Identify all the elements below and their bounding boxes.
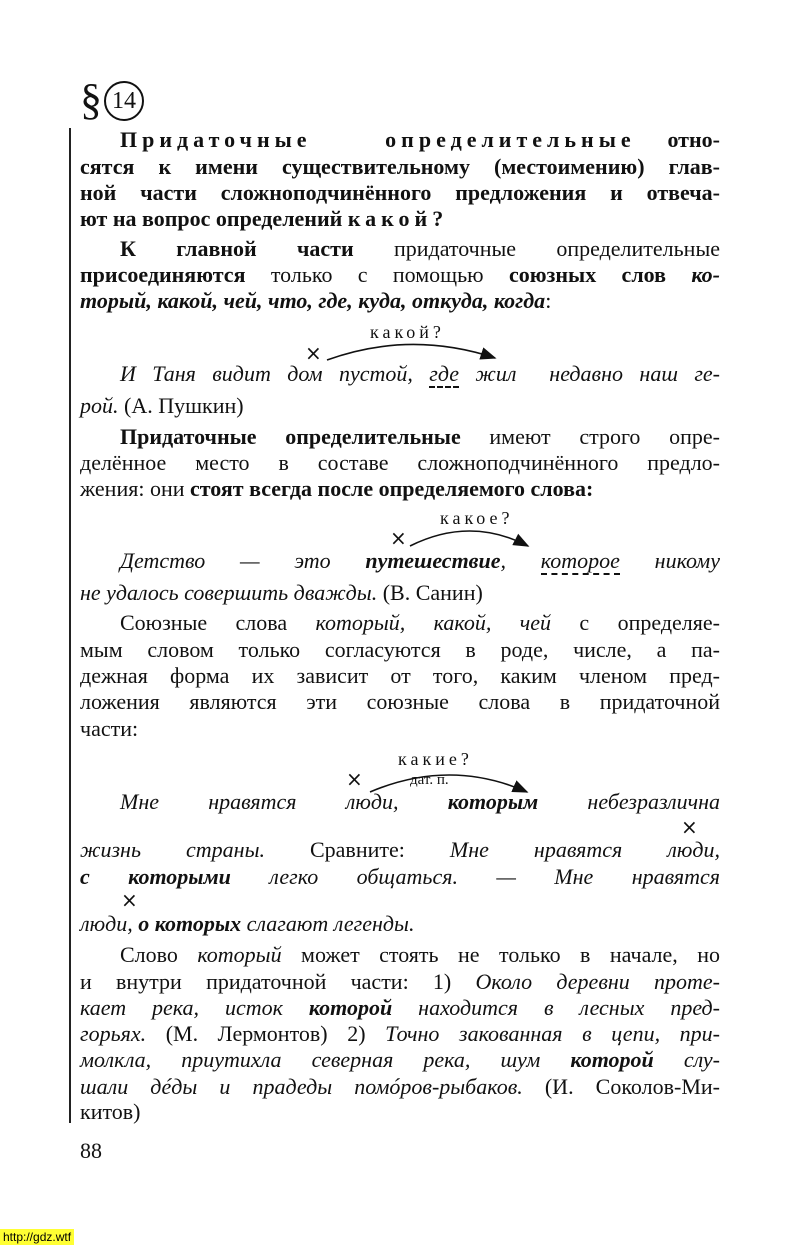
text-segment: путешествие: [365, 548, 501, 573]
text-segment: которой: [570, 1047, 654, 1072]
arrow: [410, 531, 528, 546]
text-segment: которой: [308, 995, 393, 1020]
text-segment: ложения являются эти союзные слова в придаточной: [80, 689, 720, 714]
text-segment: делённое место в составе сложноподчинённого предло-: [80, 450, 720, 475]
text-segment: ной части сложноподчинённого предложения и отвеча-: [80, 180, 720, 205]
text-segment: торый, какой, чей, что, где, куда, откуда, когда: [80, 288, 546, 313]
text-segment: отно-: [635, 127, 720, 152]
text-segment: И Таня видит дом пустой,: [120, 361, 430, 386]
text-segment: слагают легенды.: [241, 911, 415, 936]
text-segment: Около деревни проте-: [475, 969, 720, 994]
text-segment: дежная форма их зависит от того, каким членом пред-: [80, 663, 720, 688]
cross-mark: ×: [681, 815, 698, 839]
text-segment: с которыми: [80, 864, 231, 889]
text-segment: легко общаться. — Мне нравятся: [230, 864, 720, 889]
text-segment: с определяе-: [551, 610, 720, 635]
text-segment: Детство — это: [120, 548, 366, 573]
text-segment: жения: они: [80, 476, 190, 501]
cross-mark: ×: [305, 341, 322, 365]
text-segment: жил недавно наш ге-: [459, 361, 720, 386]
text-segment: (М. Лермонтов) 2): [146, 1021, 386, 1046]
case-label: дат. п.: [410, 772, 449, 788]
text-segment: который: [197, 942, 282, 967]
text-segment: который, какой, чей: [315, 610, 552, 635]
text-segment: (В. Санин): [377, 580, 483, 605]
text-segment: никому: [619, 548, 720, 573]
text-segment: Придаточные определительные: [120, 127, 636, 152]
cross-mark: ×: [121, 888, 138, 912]
text-segment: ко-: [691, 262, 720, 287]
arrow: [370, 775, 527, 792]
question-label: какое?: [440, 508, 514, 528]
text-segment: которым: [447, 789, 539, 814]
text-segment: Придаточные определительные: [120, 424, 461, 449]
text-segment: китов): [80, 1099, 141, 1124]
text-segment: слу-: [653, 1047, 720, 1072]
question-label: какой?: [370, 322, 445, 342]
text-segment: :: [545, 288, 552, 313]
page-number: 88: [80, 1138, 102, 1163]
text-segment: части:: [80, 716, 139, 741]
text-segment: стоят всегда после определяемого слова:: [190, 476, 594, 501]
text-segment: Сравните:: [264, 837, 450, 862]
text-segment: союзных слов: [508, 262, 692, 287]
text-segment: и внутри придаточной части: 1): [80, 969, 476, 994]
text-segment: люди,: [80, 911, 139, 936]
text-segment: Союзные слова: [120, 610, 316, 635]
text-segment: шали дéды и прадеды помóров-рыбаков.: [80, 1074, 523, 1099]
text-segment: Слово: [120, 942, 198, 967]
question-label: какие?: [398, 749, 473, 769]
text-segment: которое: [540, 548, 620, 573]
section-number: 14: [104, 81, 144, 121]
text-segment: молкла, приутихла северная река, шум: [80, 1047, 571, 1072]
text-segment: жизнь страны.: [80, 837, 265, 862]
text-segment: Мне нравятся люди,: [120, 789, 448, 814]
text-segment: какой?: [347, 206, 449, 231]
text-segment: (А. Пушкин): [118, 393, 244, 418]
text-segment: ют на вопрос определений: [80, 206, 348, 231]
cross-mark: ×: [390, 526, 407, 550]
text-segment: Точно закованная в цепи, при-: [385, 1021, 720, 1046]
section-symbol: §: [80, 75, 102, 124]
text-segment: находится в лесных пред-: [392, 995, 720, 1020]
text-segment: придаточные определительные: [353, 236, 720, 261]
text-segment: небезразлична: [538, 789, 720, 814]
text-segment: (И. Соколов-Ми-: [522, 1074, 720, 1099]
text-segment: может стоять не только в начале, но: [281, 942, 721, 967]
text-segment: о которых: [138, 911, 242, 936]
arrow: [327, 344, 495, 360]
text-segment: кает река, исток: [80, 995, 309, 1020]
text-segment: рой.: [80, 393, 119, 418]
text-segment: мым словом только согласуются в роде, числе, а па-: [80, 637, 720, 662]
text-segment: имеют строго опре-: [460, 424, 720, 449]
text-segment: присоединяются: [80, 262, 246, 287]
text-segment: Мне нравятся люди,: [449, 837, 720, 862]
text-segment: ,: [500, 548, 541, 573]
text-segment: где: [429, 361, 460, 386]
watermark-link[interactable]: http://gdz.wtf: [0, 1229, 74, 1245]
text-segment: не удалось совершить дважды.: [80, 580, 378, 605]
text-segment: К главной части: [120, 236, 354, 261]
cross-mark: ×: [346, 767, 363, 791]
text-segment: только с помощью: [245, 262, 509, 287]
text-segment: сятся к имени существительному (местоимению) глав-: [80, 154, 720, 179]
text-segment: горьях.: [80, 1021, 147, 1046]
